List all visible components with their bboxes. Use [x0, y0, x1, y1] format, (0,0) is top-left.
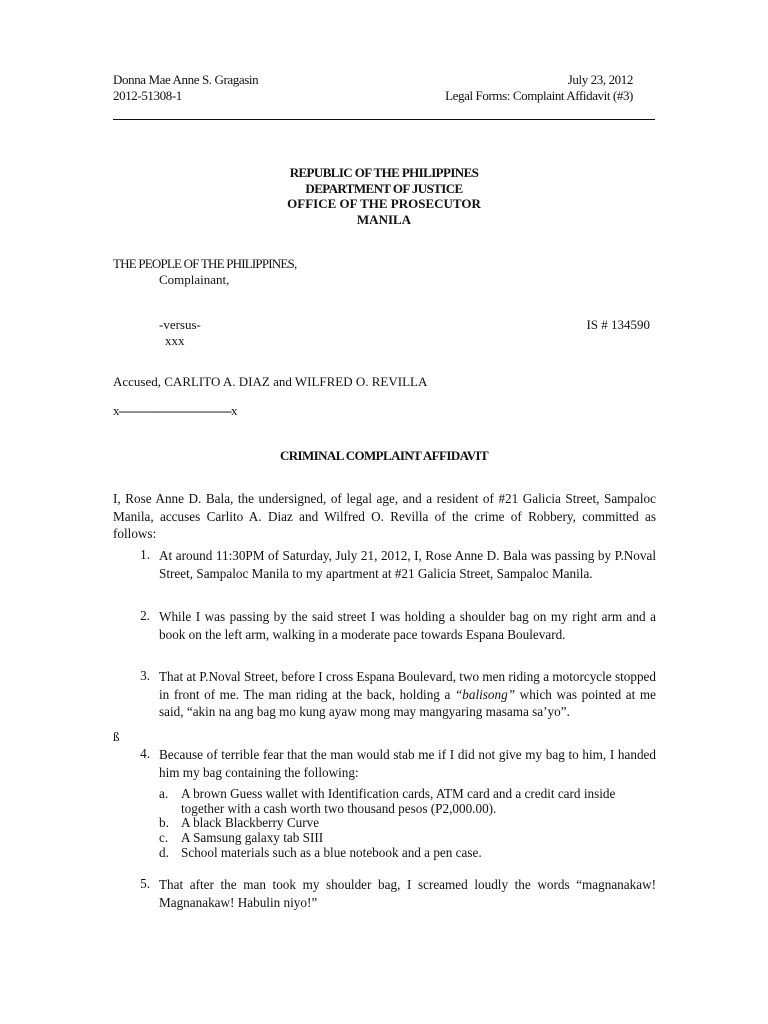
sub-item-text: A brown Guess wallet with Identification cards, ATM card and a credit card inside together with a cash worth two thousand pesos (P2,000.00). [181, 786, 616, 816]
author-name: Donna Mae Anne S. Gragasin [113, 72, 259, 87]
sub-item-text: A Samsung galaxy tab SIII [181, 830, 324, 845]
intro-paragraph: I, Rose Anne D. Bala, the undersigned, of legal age, and a resident of #21 Galicia Street, Sampaloc Manila, accuses Carlito A. Diaz and Wilfred O. Revilla of the crime of Robbery, committed as follows: [113, 491, 656, 541]
item-text: While I was passing by the said street I was holding a shoulder bag on my right arm and a book on the left arm, walking in a moderate pace towards Espana Boulevard. [159, 609, 656, 642]
versus-label: -versus- [159, 317, 201, 332]
accused-line: Accused, CARLITO A. DIAZ and WILFRED O. REVILLA [113, 374, 428, 389]
case-number: IS # 134590 [586, 317, 650, 332]
list-item [159, 547, 656, 582]
item-number: 3. [140, 668, 150, 683]
header-rule [113, 119, 655, 120]
sub-item-label: b. [159, 815, 169, 830]
sub-item-text: A black Blackberry Curve [181, 815, 320, 830]
list-item [159, 876, 656, 911]
caption-city: MANILA [356, 212, 412, 227]
complainant-name: THE PEOPLE OF THE PHILIPPINES, [113, 256, 297, 271]
item-text: At around 11:30PM of Saturday, July 21, 2012, I, Rose Anne D. Bala was passing by P.Noval Street, Sampaloc Manila to my apartment at #21 Galicia Street, Sampaloc Manila. [159, 548, 656, 581]
item-number: 1. [140, 547, 150, 562]
complainant-label: Complainant, [159, 272, 230, 287]
sub-item-label: d. [159, 845, 169, 860]
xxx-label: xxx [165, 333, 185, 348]
list-item [159, 608, 656, 643]
caption-department: DEPARTMENT OF JUSTICE [305, 181, 463, 196]
sub-item-text: School materials such as a blue notebook and a pen case. [181, 845, 482, 860]
sub-item-label: c. [159, 830, 169, 845]
item-text-italic: “balisong” [454, 686, 516, 702]
item-number: 4. [140, 746, 150, 761]
item-text-before: That at P.Noval Street, before I cross Espana Boulevard, two men riding a motorcycle stopped in front of me. The man riding at the back, holding a [159, 669, 656, 702]
list-item [159, 668, 656, 721]
item-text-after: which was pointed at me said, “akin na ang bag mo kung ayaw mong may mangyaring masama sa’yo”. [159, 686, 656, 719]
caption-republic: REPUBLIC OF THE PHILIPPINES [289, 165, 479, 180]
separator-line: x------------------------------------x [113, 403, 237, 418]
item-number: 2. [140, 608, 150, 623]
course-note: Legal Forms: Complaint Affidavit (#3) [445, 88, 633, 103]
document-title: CRIMINAL COMPLAINT AFFIDAVIT [279, 448, 489, 463]
item-text: That after the man took my shoulder bag, I screamed loudly the words “magnanakaw! Magnanakaw! Habulin niyo!” [159, 877, 656, 910]
stray-mark: ß [113, 729, 120, 744]
list-item [159, 746, 656, 781]
header-date: July 23, 2012 [567, 72, 633, 87]
sub-item-label: a. [159, 786, 169, 801]
student-id: 2012-51308-1 [113, 88, 182, 103]
caption-office: OFFICE OF THE PROSECUTOR [287, 196, 481, 211]
item-text: Because of terrible fear that the man would stab me if I did not give my bag to him, I handed him my bag containing the following: [159, 747, 656, 780]
item-number: 5. [140, 876, 150, 891]
